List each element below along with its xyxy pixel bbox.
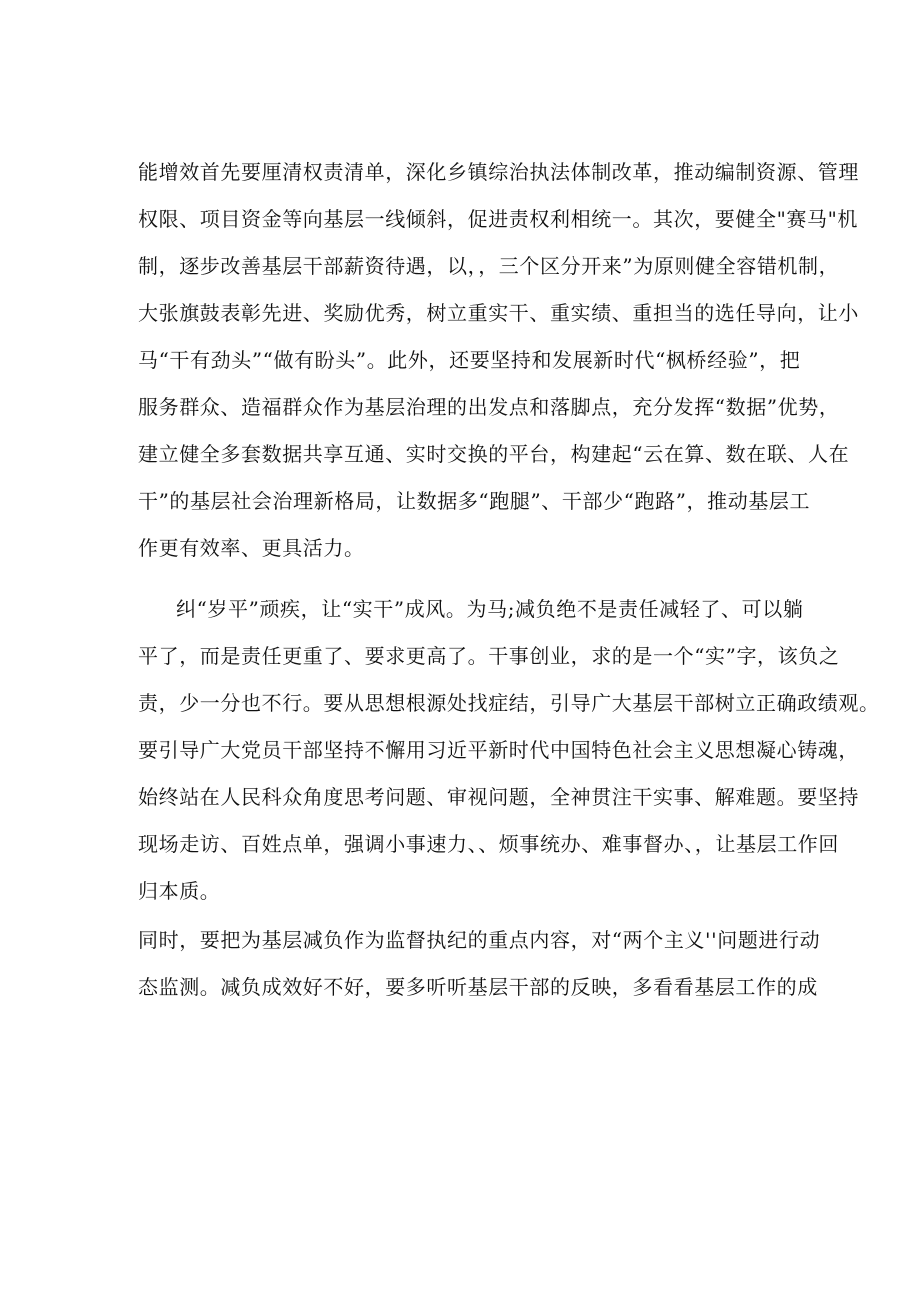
- text-line: 干”的基层社会治理新格局，让数据多“跑腿”、干部少“跑路”，推动基层工: [138, 489, 811, 513]
- text-line: 责，少一分也不行。要从思想根源处找症结，引导广大基层干部树立正确政绩观。: [138, 691, 880, 715]
- text-line: 始终站在人民科众角度思考问题、审视问题，全神贯注干实事、解难题。要坚持: [138, 785, 859, 809]
- text-line: 服务群众、造福群众作为基层治理的出发点和落脚点，充分发挥“数据”优势，: [138, 395, 840, 419]
- text-line: 大张旗鼓表彰先进、奖励优秀，树立重实干、重实绩、重担当的选任导向，让小: [138, 301, 859, 325]
- text-line: 现场走访、百姓点单，强调小事速力、、烦事统办、难事督办、，让基层工作回: [138, 832, 839, 856]
- text-line: 制，逐步改善基层干部薪资待遇，以，，三个区分开来”为原则健全容错机制，: [138, 254, 840, 278]
- text-line: 权限、项目资金等向基层一线倾斜，促进责权利相统一。其次，要健全"赛马"机: [138, 207, 858, 231]
- text-line: 同时，要把为基层减负作为监督执纪的重点内容，对“两个主义''问题进行动: [138, 928, 821, 952]
- text-line: 能增效首先要厘清权责清单，深化乡镇综治执法体制改革，推动编制资源、管理: [138, 160, 859, 184]
- text-line: 要引导广大党员干部坚持不懈用习近平新时代中国特色社会主义思想凝心铸魂，: [138, 738, 859, 762]
- text-line: 作更有效率、更具活力。: [138, 536, 365, 560]
- text-line: 归本质。: [138, 879, 221, 903]
- text-line: 态监测。减负成效好不好，要多听听基层干部的反映，多看看基层工作的成: [138, 975, 818, 999]
- text-line: 马“干有劲头”“做有盼头”。此外，还要坚持和发展新时代“枫桥经验”，把: [138, 348, 801, 372]
- text-line: 纠“岁平”顽疾，让“实干”成风。为马;减负绝不是责任减轻了、可以躺: [176, 597, 804, 621]
- text-line: 平了，而是责任更重了、要求更高了。干事创业，求的是一个“实”字，该负之: [138, 644, 840, 668]
- text-line: 建立健全多套数据共享互通、实时交换的平台，构建起“云在算、数在联、人在: [138, 442, 850, 466]
